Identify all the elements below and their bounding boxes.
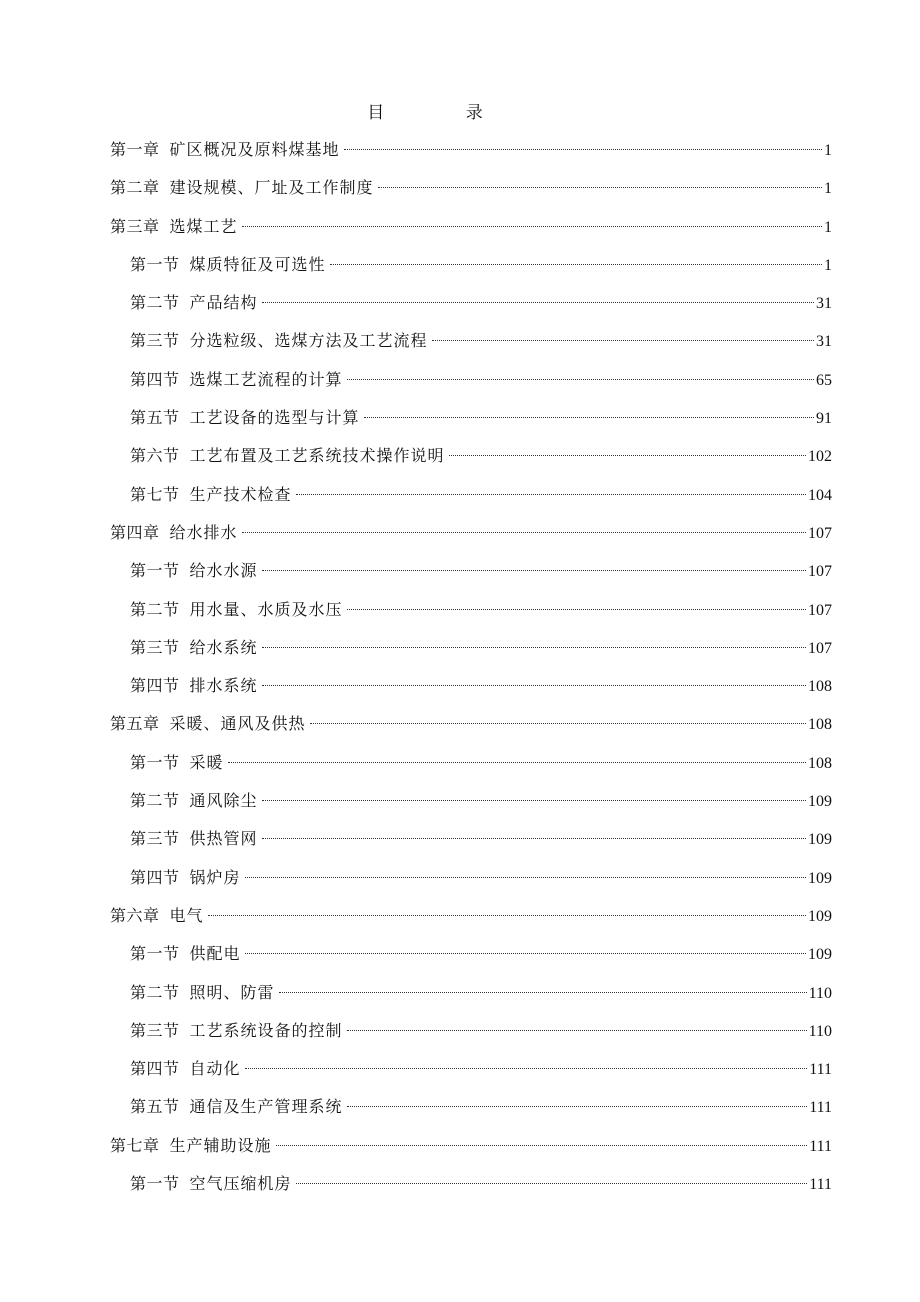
toc-dot-leader <box>347 379 814 380</box>
toc-page-number: 108 <box>808 678 832 696</box>
toc-entry-title: 锅炉房 <box>189 867 241 887</box>
toc-entry-number: 第五章 <box>110 714 160 734</box>
toc-page-number: 1 <box>824 218 832 236</box>
toc-section-entry[interactable] <box>110 629 832 667</box>
toc-dot-leader <box>378 187 822 188</box>
toc-page-number: 109 <box>808 831 832 849</box>
toc-entry-number: 第二节 <box>130 293 180 313</box>
toc-dot-leader <box>279 992 807 993</box>
toc-entry-number: 第二章 <box>110 178 160 198</box>
toc-dot-leader <box>432 340 814 341</box>
toc-entry-number: 第四节 <box>130 676 180 696</box>
toc-section-entry[interactable] <box>110 399 832 437</box>
toc-entry-title: 生产辅助设施 <box>169 1135 272 1155</box>
toc-section-entry[interactable] <box>110 667 832 705</box>
toc-dot-leader <box>245 1068 808 1069</box>
toc-entry-title: 电气 <box>169 905 204 925</box>
toc-entry-title: 工艺系统设备的控制 <box>189 1020 343 1040</box>
toc-page-number: 107 <box>808 563 832 581</box>
toc-page-number: 108 <box>808 754 832 772</box>
toc-entry-title: 采暖、通风及供热 <box>169 714 306 734</box>
toc-chapter-entry[interactable] <box>110 1127 832 1165</box>
toc-dot-leader <box>296 494 806 495</box>
toc-chapter-entry[interactable] <box>110 131 832 169</box>
toc-page-number: 107 <box>808 601 832 619</box>
toc-dot-leader <box>208 915 806 916</box>
toc-entry-number: 第六章 <box>110 905 160 925</box>
toc-section-entry[interactable] <box>110 361 832 399</box>
toc-page-number: 109 <box>808 946 832 964</box>
toc-entry-title: 产品结构 <box>189 293 258 313</box>
toc-entry-number: 第七节 <box>130 484 180 504</box>
toc-entry-number: 第二节 <box>130 599 180 619</box>
toc-dot-leader <box>262 685 806 686</box>
toc-page-number: 104 <box>808 486 832 504</box>
toc-entry-title: 供配电 <box>189 944 241 964</box>
toc-entry-number: 第五节 <box>130 408 180 428</box>
toc-page-number: 107 <box>808 639 832 657</box>
toc-chapter-entry[interactable] <box>110 897 832 935</box>
toc-entry-title: 用水量、水质及水压 <box>189 599 343 619</box>
toc-entry-title: 通信及生产管理系统 <box>189 1097 343 1117</box>
toc-entry-title: 工艺布置及工艺系统技术操作说明 <box>189 446 445 466</box>
toc-page-number: 1 <box>824 142 832 159</box>
toc-entry-number: 第五节 <box>130 1097 180 1117</box>
toc-entry-title: 煤质特征及可选性 <box>189 254 326 274</box>
toc-entry-number: 第七章 <box>110 1135 160 1155</box>
toc-entry-title: 排水系统 <box>189 676 258 696</box>
toc-section-entry[interactable] <box>110 744 832 782</box>
toc-page-number: 108 <box>808 716 832 734</box>
toc-page-number: 109 <box>808 869 832 887</box>
toc-page-number: 1 <box>824 256 832 274</box>
toc-section-entry[interactable] <box>110 1012 832 1050</box>
toc-section-entry[interactable] <box>110 859 832 897</box>
toc-page-number: 109 <box>808 907 832 925</box>
toc-dot-leader <box>344 149 822 150</box>
toc-page-number: 91 <box>816 410 832 428</box>
toc-entry-title: 工艺设备的选型与计算 <box>189 408 360 428</box>
toc-dot-leader <box>364 417 814 418</box>
toc-section-entry[interactable] <box>110 1088 832 1126</box>
toc-section-entry[interactable] <box>110 1165 832 1203</box>
toc-entry-number: 第三节 <box>130 637 180 657</box>
toc-section-entry[interactable] <box>110 322 832 360</box>
toc-entry-number: 第一节 <box>130 561 180 581</box>
toc-page-number: 111 <box>809 1137 832 1155</box>
toc-dot-leader <box>262 570 806 571</box>
toc-page-number: 65 <box>816 371 832 389</box>
toc-page-number: 111 <box>809 1061 832 1079</box>
toc-section-entry[interactable] <box>110 437 832 475</box>
toc-entry-number: 第四节 <box>130 867 180 887</box>
toc-entry-title: 通风除尘 <box>189 791 258 811</box>
toc-entry-number: 第四章 <box>110 522 160 542</box>
toc-entry-number: 第一节 <box>130 254 180 274</box>
toc-entry-number: 第四节 <box>130 1059 180 1079</box>
toc-dot-leader <box>310 723 806 724</box>
toc-entry-number: 第三节 <box>130 331 180 351</box>
toc-section-entry[interactable] <box>110 974 832 1012</box>
toc-section-entry[interactable] <box>110 782 832 820</box>
toc-dot-leader <box>245 877 806 878</box>
toc-entry-title: 分选粒级、选煤方法及工艺流程 <box>189 331 428 351</box>
toc-dot-leader <box>262 838 806 839</box>
toc-entry-title: 选煤工艺流程的计算 <box>189 369 343 389</box>
toc-entry-title: 供热管网 <box>189 829 258 849</box>
toc-page-number: 1 <box>824 180 832 198</box>
toc-dot-leader <box>262 647 806 648</box>
toc-dot-leader <box>242 532 806 533</box>
toc-entry-number: 第三节 <box>130 829 180 849</box>
toc-entry-number: 第一节 <box>130 944 180 964</box>
toc-dot-leader <box>296 1183 808 1184</box>
toc-page-number: 111 <box>809 1099 832 1117</box>
toc-entry-title: 自动化 <box>189 1059 241 1079</box>
toc-entry-title: 矿区概况及原料煤基地 <box>169 140 340 159</box>
toc-entry-number: 第一节 <box>130 1174 180 1194</box>
toc-dot-leader <box>330 264 822 265</box>
toc-list <box>110 131 832 1203</box>
toc-entry-number: 第一章 <box>110 140 160 159</box>
toc-dot-leader <box>347 1106 808 1107</box>
toc-entry-number: 第三章 <box>110 216 160 236</box>
toc-section-entry[interactable] <box>110 246 832 284</box>
toc-section-entry[interactable] <box>110 476 832 514</box>
toc-section-entry[interactable] <box>110 591 832 629</box>
toc-dot-leader <box>276 1145 808 1146</box>
toc-entry-number: 第二节 <box>130 982 180 1002</box>
toc-entry-title: 选煤工艺 <box>169 216 238 236</box>
toc-entry-title: 建设规模、厂址及工作制度 <box>169 178 374 198</box>
toc-entry-title: 给水系统 <box>189 637 258 657</box>
toc-section-entry[interactable] <box>110 1050 832 1088</box>
toc-chapter-entry[interactable] <box>110 208 832 246</box>
toc-page-number: 110 <box>808 1022 832 1040</box>
toc-entry-title: 照明、防雷 <box>189 982 275 1002</box>
toc-entry-title: 空气压缩机房 <box>189 1174 292 1194</box>
toc-dot-leader <box>449 455 806 456</box>
toc-entry-number: 第一节 <box>130 752 180 772</box>
toc-page-number: 31 <box>816 333 832 351</box>
toc-section-entry[interactable] <box>110 935 832 973</box>
toc-entry-title: 采暖 <box>189 752 224 772</box>
toc-dot-leader <box>347 1030 807 1031</box>
toc-section-entry[interactable] <box>110 820 832 858</box>
toc-section-entry[interactable] <box>110 552 832 590</box>
toc-dot-leader <box>262 800 806 801</box>
toc-entry-title: 生产技术检查 <box>189 484 292 504</box>
toc-chapter-entry[interactable] <box>110 169 832 207</box>
toc-page-number: 31 <box>816 295 832 313</box>
toc-entry-number: 第三节 <box>130 1020 180 1040</box>
toc-entry-title: 给水排水 <box>169 522 238 542</box>
toc-page-number: 110 <box>808 984 832 1002</box>
toc-chapter-entry[interactable] <box>110 514 832 552</box>
toc-page-number: 111 <box>809 1176 832 1194</box>
toc-entry-number: 第六节 <box>130 446 180 466</box>
toc-chapter-entry[interactable] <box>110 705 832 743</box>
toc-dot-leader <box>242 226 822 227</box>
toc-page-number: 109 <box>808 793 832 811</box>
toc-entry-title: 给水水源 <box>189 561 258 581</box>
toc-dot-leader <box>262 302 814 303</box>
toc-entry-number: 第二节 <box>130 791 180 811</box>
toc-dot-leader <box>245 953 806 954</box>
toc-page-number: 102 <box>808 448 832 466</box>
toc-title: 目 录 <box>367 103 521 123</box>
toc-page-number: 107 <box>808 524 832 542</box>
toc-dot-leader <box>347 609 806 610</box>
toc-section-entry[interactable] <box>110 284 832 322</box>
toc-entry-number: 第四节 <box>130 369 180 389</box>
toc-dot-leader <box>228 762 806 763</box>
